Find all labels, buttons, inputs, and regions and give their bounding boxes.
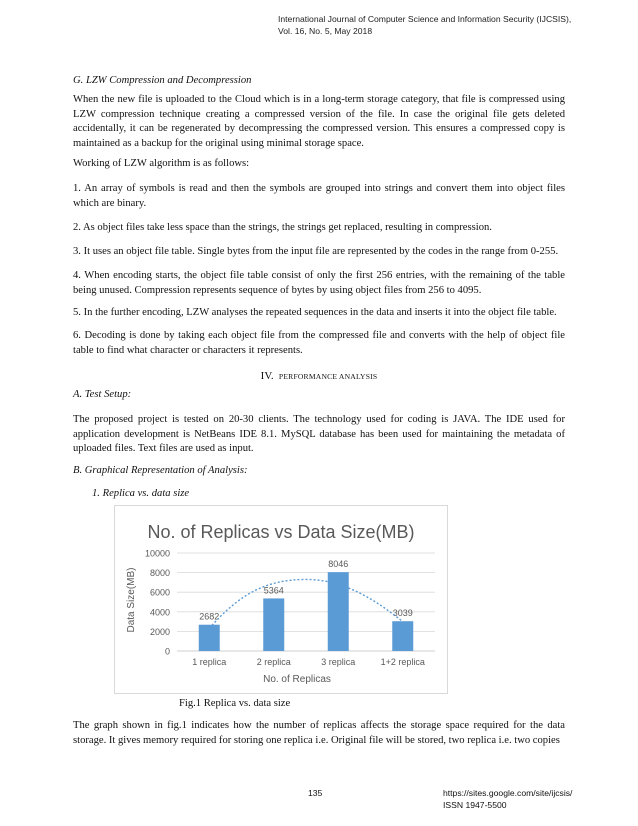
replica-vs-size-item: 1. Replica vs. data size [92,488,190,499]
figure-caption: Fig.1 Replica vs. data size [179,698,291,709]
lzw-step-3: 3. It uses an object file table. Single bytes from the input file are represented by the codes in the range from 0-255. [73,246,559,257]
replica-chart-container [114,505,448,694]
x-tick-label-2: 3 replica [321,657,356,667]
data-label-0: 2682 [199,611,220,622]
y-tick-label-2: 4000 [149,607,170,618]
lzw-working-intro: Working of LZW algorithm is as follows: [73,158,250,169]
test-setup-paragraph: The proposed project is tested on 20-30 clients. The technology used for coding is JAVA. The IDE used for application development is NetBeans IDE 8.1. MySQL database has been used for maintaining the metadata of uploaded files. Text files are used as input. [73,414,565,455]
journal-header [278,14,618,37]
lzw-step-4: 4. When encoding starts, the object file table consist of only the first 256 entries, with the remaining of the table being unused. Compression represents sequence of bytes by using object files from 256 to 4095. [73,270,565,296]
lzw-step-5: 5. In the further encoding, LZW analyses the repeated sequences in the data and inserts it into the object file table. [73,307,557,318]
test-setup-heading: A. Test Setup: [73,389,132,400]
y-axis-title: Data Size(MB) [126,567,137,633]
y-tick-label-0: 0 [164,646,170,657]
section-iv-heading [73,370,565,382]
replica-chart [115,506,447,693]
journal-header-line1: International Journal of Computer Science and Information Security (IJCSIS), [278,14,572,24]
y-tick-label-3: 6000 [149,587,170,598]
lzw-step-1: 1. An array of symbols is read and then the symbols are grouped into strings and convert them into object files which are binary. [73,183,565,209]
section-g-heading: G. LZW Compression and Decompression [73,75,252,86]
bar-0 [199,625,220,651]
x-tick-label-1: 2 replica [256,657,291,667]
x-axis-title: No. of Replicas [263,674,331,685]
data-label-1: 5364 [263,585,284,596]
section-iv-title: PERFORMANCE ANALYSIS [278,372,378,381]
section-g-paragraph: When the new file is uploaded to the Cloud which is in a long-term storage category, that file is compressed using LZW compression technique creating a compressed version of the file. In case the original file gets deleted accidentally, it can be regenerated by decompressing the compressed version. This ensures a compressed copy is maintained as a backup for the original using minimal storage space. [73,94,565,149]
y-tick-label-1: 2000 [149,626,170,637]
x-tick-label-0: 1 replica [192,657,227,667]
data-label-3: 3039 [392,608,413,619]
journal-header-line2: Vol. 16, No. 5, May 2018 [278,25,373,36]
bar-1 [263,598,284,651]
graphical-analysis-heading: B. Graphical Representation of Analysis: [73,465,248,476]
footer-issn: ISSN 1947-5500 [443,799,507,810]
section-iv-number: IV. [260,370,274,382]
chart-title: No. of Replicas vs Data Size(MB) [147,522,415,542]
trend-line [209,579,403,628]
x-tick-label-3: 1+2 replica [380,657,425,667]
footer-info [443,788,572,811]
y-tick-label-5: 10000 [144,548,170,559]
lzw-step-6: 6. Decoding is done by taking each object file from the compressed file and converts with the help of object file table to find what character or characters it represents. [73,330,565,356]
closing-paragraph: The graph shown in fig.1 indicates how the number of replicas affects the storage space required for the data storage. It gives memory required for storing one replica i.e. Original file will be stored, two replica i.e. two copies [73,720,565,746]
lzw-step-2: 2. As object files take less space than the strings, the strings get replaced, resulting in compression. [73,222,492,233]
page-number: 135 [308,788,323,798]
footer-url[interactable]: https://sites.google.com/site/ijcsis/ [443,788,573,798]
bar-3 [392,621,413,651]
data-label-2: 8046 [328,559,349,570]
y-tick-label-4: 8000 [149,568,170,579]
